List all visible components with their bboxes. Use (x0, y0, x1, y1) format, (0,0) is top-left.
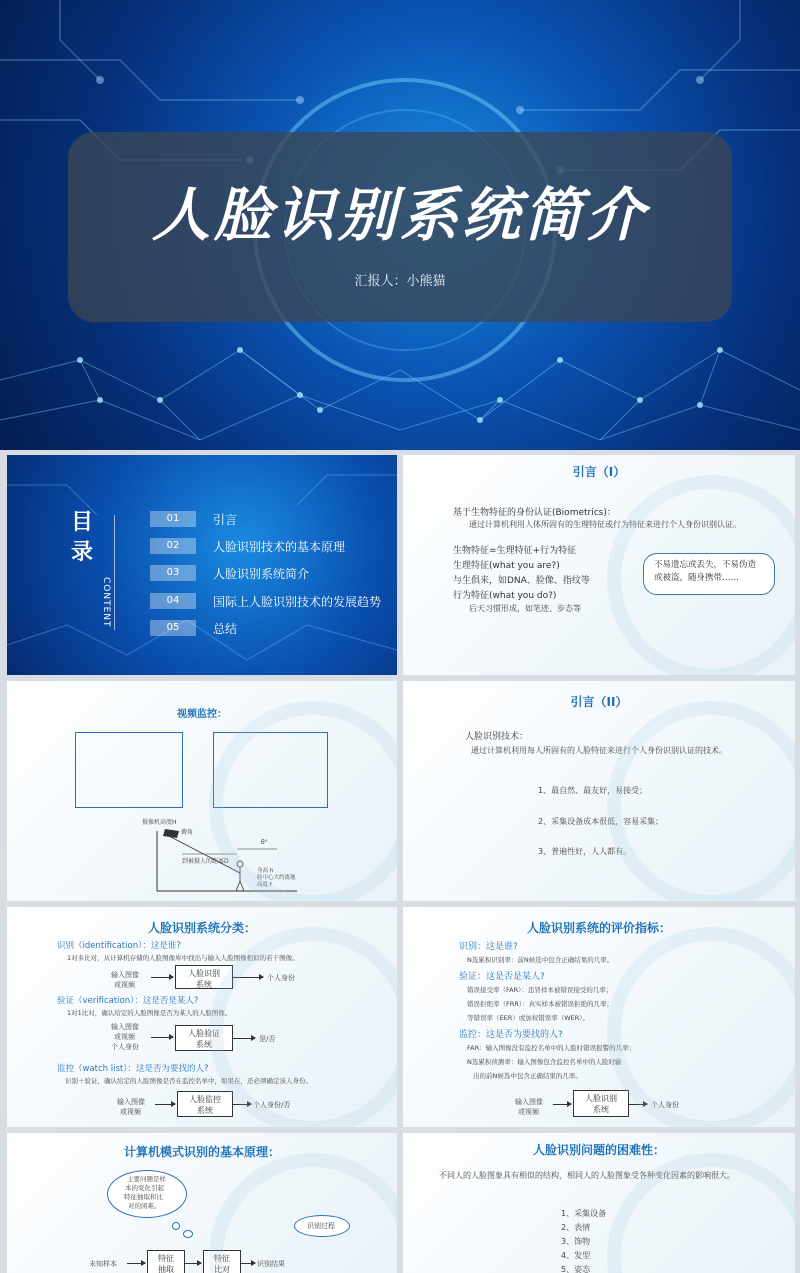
flow-box: 特征 抽取 (147, 1250, 185, 1273)
flow-label: 输入图像 (111, 971, 139, 979)
flow-label: 或视频 (114, 1033, 135, 1041)
flow-label: 未知样本 (89, 1260, 117, 1268)
flow-box: 人脸监控 系统 (177, 1091, 233, 1117)
flow-arrow (233, 977, 263, 978)
thought-dot (172, 1222, 180, 1230)
text-line: 1对1比对，确认给定的人脸图像是否为某人的人脸图像。 (67, 1009, 232, 1017)
flow-arrow (151, 977, 173, 978)
cloud-text: 主要问题是样 (127, 1175, 166, 1183)
toc-divider (114, 515, 115, 630)
flow-label: 输入图像 (111, 1023, 139, 1031)
video-frame-right (213, 732, 328, 808)
slide-title: 引言（I） (572, 465, 626, 479)
flow-arrow (127, 1263, 145, 1264)
list-item: 4、发型 (561, 1251, 591, 1260)
flow-box: 人脸识别 系统 (573, 1090, 629, 1117)
flow-arrow (233, 1038, 255, 1039)
diagram-label: θ° (261, 839, 268, 846)
slide-title: 人脸识别问题的困难性： (532, 1143, 665, 1157)
toc-heading: 目录 (71, 510, 94, 565)
text-line: 等错误率（EER）或加权错误率（WER）。 (467, 1014, 590, 1022)
text-line: 通过计算机利用人体所固有的生理特征或行为特征来进行个人身份识别认证。 (469, 520, 741, 529)
flow-label: 个人身份 (267, 974, 295, 982)
text-line: 不同人的人脸图象具有相似的结构，相同人的人脸图象受各种变化因素的影响很大。 (439, 1171, 735, 1180)
diagram-label: 到被摄人的距离D (182, 858, 229, 865)
flow-box: 特征 比对 (203, 1250, 241, 1273)
toc-item-3[interactable]: 03 人脸识别系统简介 (150, 564, 309, 582)
flow-arrow (151, 1037, 173, 1038)
text-line: 行为特征(what you do?) (453, 591, 557, 601)
text-line: 生物特征=生理特征+行为特征 (453, 546, 577, 556)
text-line: 与生俱来，如DNA、脸像、指纹等 (453, 576, 590, 586)
cloud-text: 对的困难。 (128, 1202, 161, 1210)
flow-label: 或视频 (518, 1108, 539, 1116)
list-item: 2、表情 (561, 1223, 591, 1232)
thought-cloud-process (294, 1215, 350, 1237)
speech-bubble: 不易遗忘或丢失，不易伪造 或被盗，随身携带…… (643, 553, 775, 595)
toc-slide[interactable] (7, 455, 397, 675)
slide-title: 计算机模式识别的基本原理： (123, 1145, 280, 1159)
section-heading: 验证（verification）：这是否是某人? (57, 996, 199, 1006)
flow-box: 人脸验证 系统 (175, 1025, 233, 1051)
section-heading: 识别（identification）：这是谁? (57, 941, 181, 951)
flow-label: 输入图像 (117, 1098, 145, 1106)
text-line: 通过计算机利用每人所固有的人脸特征来进行个人身份识别认证的技术。 (471, 746, 727, 755)
diagram-label: 脸中心大约离地 (257, 875, 296, 881)
intro2-slide[interactable] (403, 681, 795, 901)
flow-label: 是/否 (259, 1035, 276, 1043)
flow-box: 人脸识别 系统 (175, 965, 233, 989)
list-item: 2、采集设备成本很低，容易采集； (538, 817, 664, 826)
text-line: 生理特征(what you are?) (453, 561, 560, 571)
text-line: 错误接受率（FAR）：违冒样本被错误接受的几率； (467, 986, 613, 994)
camera-diagram (7, 681, 397, 901)
pattern-slide[interactable] (7, 1133, 397, 1273)
classify-slide[interactable] (7, 907, 397, 1127)
text-line: 识别＋验证，确认给定的人脸图像是否在监控名单中，如果在，还必须确定该人身份。 (65, 1077, 312, 1085)
text-line: N选累积识别率：前N候选中包含正确结果的几率。 (467, 956, 614, 964)
flow-arrow (233, 1104, 251, 1105)
list-item: 3、普遍性好，人人都有。 (538, 847, 632, 856)
slide-title: 引言（II） (570, 695, 628, 709)
difficulty-slide[interactable] (403, 1133, 795, 1273)
flow-label: 或视频 (114, 981, 135, 989)
slide-title: 人脸识别系统的评价指标： (526, 921, 671, 935)
text-line: FAR：输入图像没有监控名单中的人脸时错误报警的几率； (467, 1044, 636, 1052)
title-slide[interactable] (0, 0, 800, 450)
flow-label: 个人身份/否 (253, 1101, 291, 1109)
text-line: 人脸识别技术： (465, 732, 529, 742)
flow-label: 或视频 (120, 1108, 141, 1116)
flow-label: 个人身份 (651, 1101, 679, 1109)
text-line: 后天习惯形成，如笔迹、步态等 (469, 604, 581, 613)
metrics-slide[interactable] (403, 907, 795, 1127)
diagram-label: 摄像机高度H (142, 819, 177, 826)
flow-arrow (553, 1104, 571, 1105)
diagram-label: 俯角 (181, 829, 194, 836)
flow-label: 个人身份 (111, 1043, 139, 1051)
list-item: 1、采集设备 (561, 1209, 607, 1218)
slide-title: 视频监控： (177, 709, 227, 720)
text-line: 基于生物特征的身份认证(Biometrics)： (453, 508, 616, 518)
section-heading: 识别：这是谁? (459, 942, 518, 952)
page-title: 人脸识别系统简介 (151, 181, 648, 249)
cloud-text: 本的变化引起 (125, 1184, 164, 1192)
flow-arrow (629, 1104, 647, 1105)
list-item: 3、饰物 (561, 1237, 591, 1246)
cloud-text: 特征抽取和比 (124, 1193, 163, 1201)
toc-item-2[interactable]: 02 人脸识别技术的基本原理 (150, 537, 345, 555)
list-item: 5、姿态 (561, 1265, 591, 1273)
flow-arrow (241, 1263, 255, 1264)
text-line: N选累积侦测率：输入图像包含监控名单中的人脸时输 (467, 1058, 622, 1066)
toc-item-1[interactable]: 01 引言 (150, 510, 237, 528)
flow-label: 输入图像 (515, 1098, 543, 1106)
flow-arrow (185, 1263, 201, 1264)
toc-item-4[interactable]: 04 国际上人脸识别技术的发展趋势 (150, 592, 381, 610)
cloud-text: 识别过程 (307, 1222, 335, 1230)
text-line: 错误拒绝率（FRR）：真实样本被错误拒绝的几率； (467, 1000, 614, 1008)
toc-item-5[interactable]: 05 总结 (150, 619, 237, 637)
list-item: 1、最自然、最友好，易接受； (538, 786, 648, 795)
text-line: 1对多比对，从计算机存储的人脸图像库中找出与输入人脸图像相似的若干图像。 (67, 954, 299, 962)
flow-arrow (155, 1104, 175, 1105)
section-heading: 监控（watch list）：这是否为要找的人? (57, 1064, 209, 1074)
text-line: 出的前N候选中包含正确结果的几率。 (473, 1072, 582, 1080)
diagram-label: 高度 f (257, 882, 272, 888)
section-heading: 监控：这是否为要找的人? (459, 1030, 563, 1040)
presenter-label: 汇报人：小熊猫 (354, 274, 446, 289)
video-slide[interactable] (7, 681, 397, 901)
toc-content-label: CONTENT (101, 577, 111, 628)
flow-label: 识别结果 (257, 1260, 285, 1268)
slide-title: 人脸识别系统分类： (147, 921, 256, 935)
section-heading: 验证：这是否是某人? (459, 972, 545, 982)
diagram-label: 身高 h (257, 868, 274, 874)
thought-dot (183, 1230, 193, 1238)
